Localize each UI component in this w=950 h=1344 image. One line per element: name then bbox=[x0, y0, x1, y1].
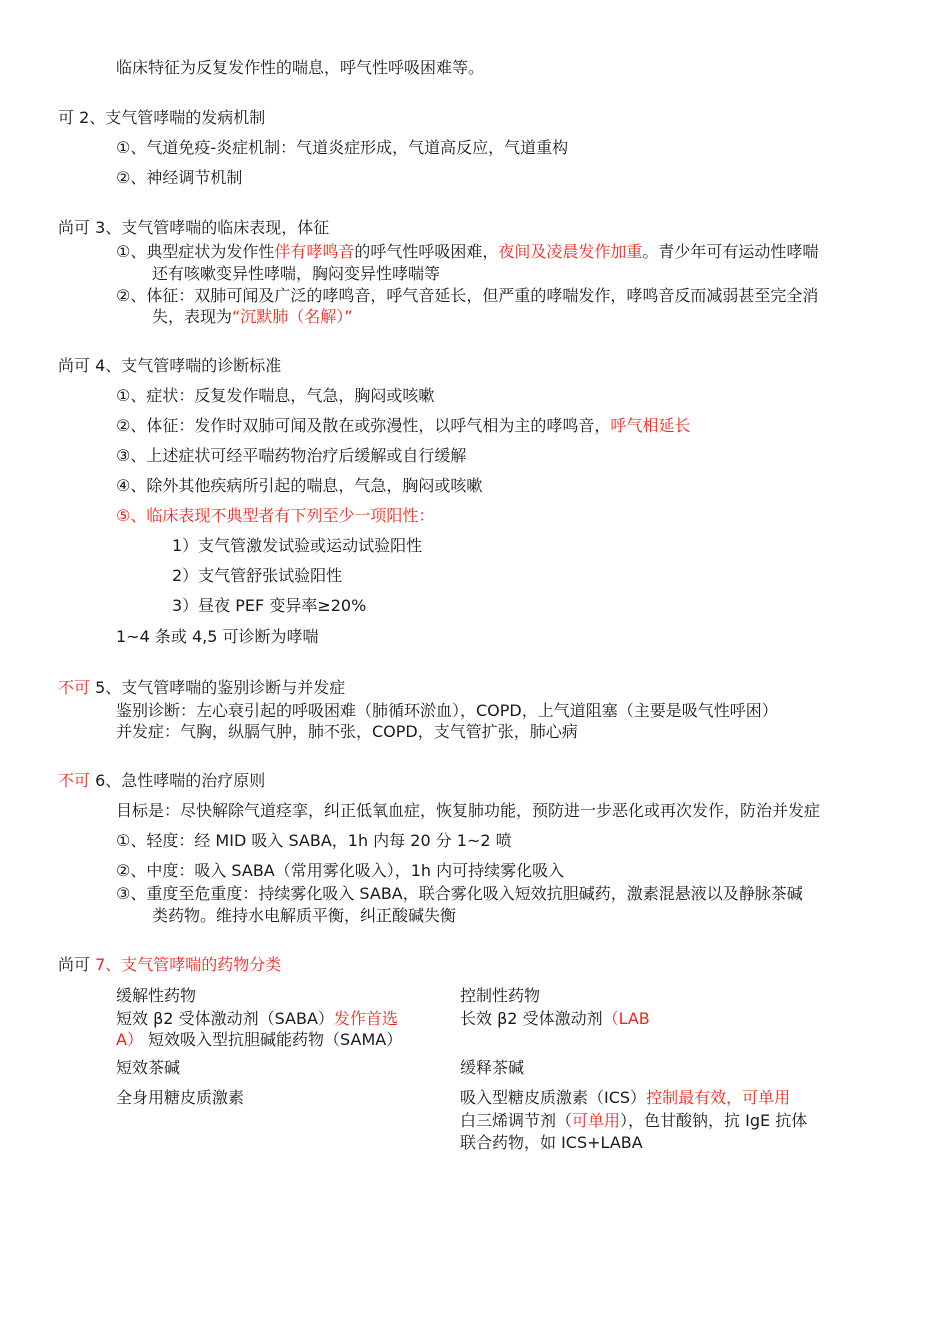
relief-drug-saba bbox=[116, 1008, 398, 1030]
s5-differential: 鉴别诊断：左心衰引起的呼吸困难（肺循环淤血），COPD，上气道阻塞（主要是吸气性呼困） bbox=[116, 701, 778, 720]
section-2-title: 可 2、支气管哮喘的发病机制 bbox=[58, 108, 266, 127]
section-6-title bbox=[58, 770, 265, 792]
s3-item-1-text-b: 的呼气性呼吸困难， bbox=[354, 242, 499, 261]
intro-line: 临床特征为反复发作性的喘息，呼气性呼吸困难等。 bbox=[116, 58, 485, 77]
s4-sub-item-2: 2）支气管舒张试验阳性 bbox=[172, 566, 343, 585]
control-drug-laba-highlight: （LAB bbox=[602, 1009, 650, 1028]
s6-title-text: 6、急性哮喘的治疗原则 bbox=[90, 771, 266, 790]
relief-drugs-header: 缓解性药物 bbox=[116, 986, 197, 1005]
relief-drug-sama bbox=[116, 1029, 402, 1051]
section-5-title bbox=[58, 677, 345, 699]
control-drug-laba bbox=[460, 1008, 650, 1030]
s4-sub-item-3: 3）昼夜 PEF 变异率≥20% bbox=[172, 596, 367, 615]
s4-item-3: ③、上述症状可经平喘药物治疗后缓解或自行缓解 bbox=[116, 446, 467, 465]
control-drug-leukotriene-highlight: 可单用 bbox=[572, 1111, 621, 1130]
s3-item-1 bbox=[116, 241, 818, 263]
s6-item-3-cont: 类药物。维持水电解质平衡，纠正酸碱失衡 bbox=[152, 906, 457, 925]
section-3-title: 尚可 3、支气管哮喘的临床表现，体征 bbox=[58, 218, 330, 237]
control-drug-laba-text: 长效 β2 受体激动剂 bbox=[460, 1009, 603, 1028]
relief-drug-sama-prefix: A） bbox=[116, 1030, 143, 1049]
control-drug-theophylline: 缓释茶碱 bbox=[460, 1058, 525, 1077]
s5-tag: 不可 bbox=[58, 678, 91, 697]
s6-item-1: ①、轻度：经 MID 吸入 SABA，1h 内每 20 分 1~2 喷 bbox=[116, 831, 512, 850]
s3-item-1-cont: 还有咳嗽变异性哮喘，胸闷变异性哮喘等 bbox=[152, 264, 441, 283]
relief-drug-theophylline: 短效茶碱 bbox=[116, 1058, 181, 1077]
s4-item-2 bbox=[116, 415, 690, 437]
control-drugs-header: 控制性药物 bbox=[460, 986, 541, 1005]
s4-item-4: ④、除外其他疾病所引起的喘息，气急，胸闷或咳嗽 bbox=[116, 476, 483, 495]
s2-item-2: ②、神经调节机制 bbox=[116, 168, 243, 187]
control-drug-ics-text: 吸入型糖皮质激素（ICS） bbox=[460, 1088, 647, 1107]
relief-drug-systemic-steroid: 全身用糖皮质激素 bbox=[116, 1088, 245, 1107]
s3-silent-lung-highlight: “沉默肺（名解）” bbox=[232, 307, 353, 326]
control-drug-leukotriene-a: 白三烯调节剂（ bbox=[460, 1111, 573, 1130]
s5-complications: 并发症：气胸，纵膈气肿，肺不张，COPD，支气管扩张，肺心病 bbox=[116, 722, 578, 741]
s7-prefix: 尚可 bbox=[58, 955, 96, 974]
relief-drug-sama-text: 短效吸入型抗胆碱能药物（SAMA） bbox=[142, 1030, 403, 1049]
s6-item-3: ③、重度至危重度：持续雾化吸入 SABA，联合雾化吸入短效抗胆碱药，激素混悬液以及静脉茶碱 bbox=[116, 884, 803, 903]
control-drug-leukotriene bbox=[460, 1110, 807, 1132]
control-drug-ics-highlight: 控制最有效，可单用 bbox=[646, 1088, 791, 1107]
relief-drug-saba-text: 短效 β2 受体激动剂（SABA） bbox=[116, 1009, 334, 1028]
s3-item-2-cont bbox=[152, 306, 353, 328]
s3-item-1-highlight-b: 夜间及凌晨发作加重 bbox=[498, 242, 643, 261]
s4-conclusion: 1~4 条或 4,5 可诊断为哮喘 bbox=[116, 627, 319, 646]
s3-item-1-text-c: 。青少年可有运动性哮喘 bbox=[642, 242, 819, 261]
section-4-title: 尚可 4、支气管哮喘的诊断标准 bbox=[58, 356, 282, 375]
relief-drug-saba-highlight: 发作首选 bbox=[333, 1009, 398, 1028]
section-7-title bbox=[58, 954, 281, 976]
control-drug-leukotriene-b: ），色甘酸钠，抗 IgE 抗体 bbox=[620, 1111, 808, 1130]
s3-item-1-text-a: ①、典型症状为发作性 bbox=[116, 242, 275, 261]
s4-sub-item-1: 1）支气管激发试验或运动试验阳性 bbox=[172, 536, 423, 555]
s4-item-1: ①、症状：反复发作喘息，气急，胸闷或咳嗽 bbox=[116, 386, 435, 405]
control-drug-ics bbox=[460, 1087, 790, 1109]
s6-item-2: ②、中度：吸入 SABA（常用雾化吸入），1h 内可持续雾化吸入 bbox=[116, 861, 565, 880]
s3-item-1-highlight-a: 伴有哮鸣音 bbox=[274, 242, 355, 261]
s5-title-text: 5、支气管哮喘的鉴别诊断与并发症 bbox=[90, 678, 346, 697]
s2-item-1: ①、气道免疫-炎症机制：气道炎症形成，气道高反应，气道重构 bbox=[116, 138, 569, 157]
s4-item-5: ⑤、临床表现不典型者有下列至少一项阳性： bbox=[116, 506, 435, 525]
s6-tag: 不可 bbox=[58, 771, 91, 790]
s4-item-2-highlight: 呼气相延长 bbox=[610, 416, 691, 435]
s3-item-2: ②、体征：双肺可闻及广泛的哮鸣音，呼气音延长，但严重的哮喘发作，哮鸣音反而减弱甚至完全消 bbox=[116, 286, 819, 305]
s7-title-text: 7、支气管哮喘的药物分类 bbox=[95, 955, 282, 974]
s3-item-2-cont-text: 失，表现为 bbox=[152, 307, 233, 326]
s4-item-2-text: ②、体征：发作时双肺可闻及散在或弥漫性，以呼气相为主的哮鸣音， bbox=[116, 416, 611, 435]
control-drug-combination: 联合药物，如 ICS+LABA bbox=[460, 1133, 643, 1152]
s6-goal: 目标是：尽快解除气道痉挛，纠正低氧血症，恢复肺功能，预防进一步恶化或再次发作，防治并发症 bbox=[116, 801, 821, 820]
